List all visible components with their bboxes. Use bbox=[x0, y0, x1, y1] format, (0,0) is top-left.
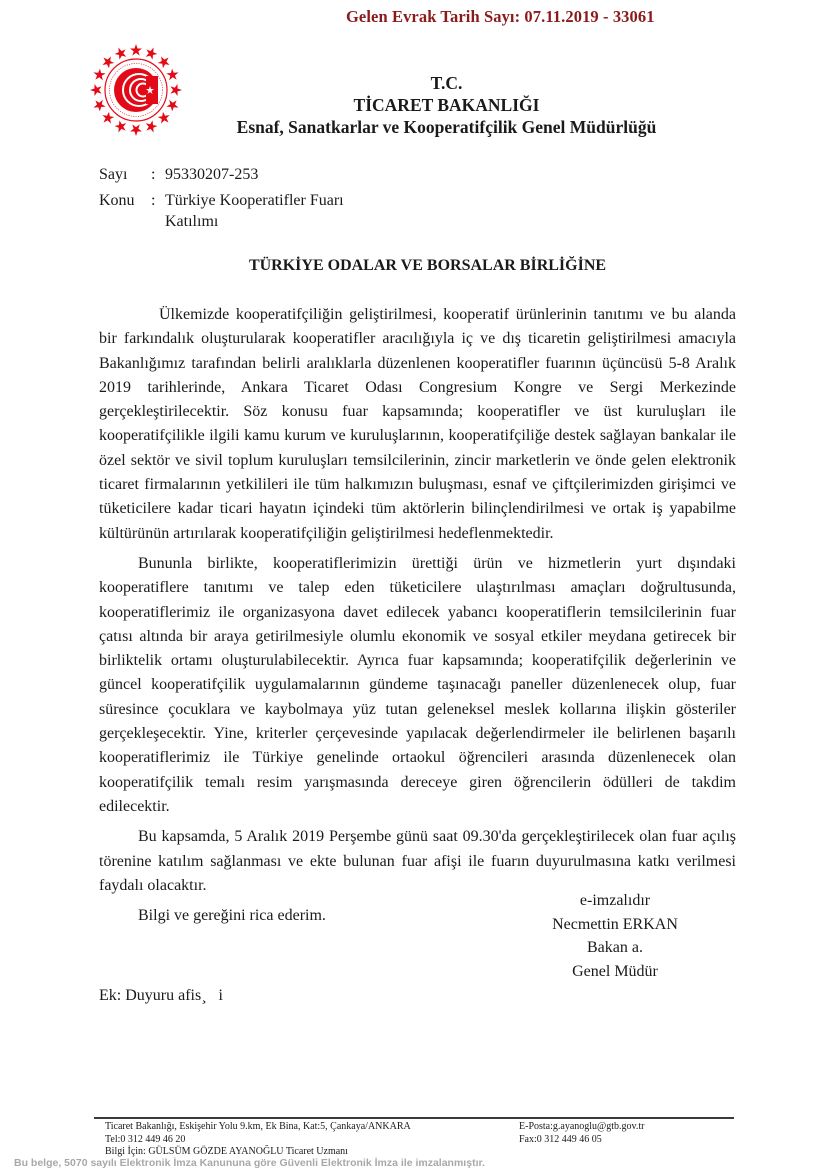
signer-on-behalf: Bakan a. bbox=[587, 939, 643, 956]
footer-email[interactable]: E-Posta:g.ayanoglu@gtb.gov.tr bbox=[519, 1121, 645, 1132]
incoming-document-stamp: Gelen Evrak Tarih Sayı: 07.11.2019 - 33061 bbox=[346, 7, 655, 26]
subject-row bbox=[99, 190, 445, 232]
footer-divider bbox=[94, 1117, 734, 1119]
addressee: TÜRKİYE ODALAR VE BORSALAR BİRLİĞİNE bbox=[248, 257, 607, 274]
state-abbreviation: T.C. bbox=[430, 73, 463, 93]
footer-phone: Tel:0 312 449 46 20 bbox=[105, 1133, 186, 1145]
e-signed-status: e-imzalıdır bbox=[579, 892, 651, 909]
number-row bbox=[99, 164, 445, 185]
signer-name: Necmettin ERKAN bbox=[552, 915, 678, 933]
body-paragraph: Ülkemizde kooperatifçiliğin geliştirilmesi, kooperatif ürünlerinin tanıtımı ve bu alanda bir farkındalık oluşturularak kooperatifler aracılığıyla iç ve dış ticaretin geliştirilmesi amacıyla Bakanlığımız tarafından belirli aralıklarla düzenlenen kooperatifler fuarının üçüncüsü 5-8 Aralık 2019 tarihlerinde, Ankara Ticaret Odası Congresium Kongre ve Sergi Merkezinde gerçekleştirilecektir. Söz konusu fuar kapsamında; kooperatifler ve üst kuruluşları ile kooperatifçilikle ilgili kamu kurum ve kuruluşlarının, kooperatifçiliğe destek sağlayan bankalar ile özel sektör ve sivil toplum kuruluşları temsilcilerinin, zincir marketlerin ve önde gelen elektronik ticaret firmalarının yetkilileri ile tüm halkımızın buluşması, esnaf ve çiftçilerimizden girişimci ve tüketicilere kadar ticari hayatın içindeki tüm aktörlerin bilinçlendirilmesi ve ortak iş yapabilme kültürünün artırılarak kooperatifçiliğin geliştirilmesi hedeflenmektedir. bbox=[99, 306, 736, 542]
footer-contact-right bbox=[519, 1121, 645, 1146]
body-paragraph: Bununla birlikte, kooperatiflerimizin ürettiği ürün ve hizmetlerin yurt dışındaki kooperatiflere tanıtımı ve talep eden tüketicilere ulaştırılması amaçları doğrultusunda, kooperatiflerimiz ile organizasyona davet edilecek yabancı kooperatiflerin temsilcilerinin fuar çatısı altında bir araya getirilmesiyle olumlu ekonomik ve sosyal etkiler meydana getirecek bir birliktelik ortamı oluşturulabilecektir. Ayrıca fuar kapsamında; kooperatifçilik değerlerinin ve güncel kooperatifçilik uygulamalarının gündeme taşınacağı paneller düzenlenecek olup, fuar süresince çocuklara ve kaybolmaya yüz tutan geleneksel meslek kollarına ilişkin gösteriler gerçekleşecektir. Yine, kriterler çerçevesinde yapılacak değerlendirmeler ile belirlenen başarılı kooperatiflerimiz ile Türkiye genelinde ortaokul öğrencileri arasında düzenlenecek olan kooperatifçilik temalı resim yarışmasında dereceye giren öğrencilerin ödülleri de takdim edilecektir. bbox=[99, 554, 736, 815]
attachment-note: Ek: Duyuru afis¸ i bbox=[99, 987, 223, 1004]
separator: : bbox=[151, 166, 156, 183]
e-signature-legal-notice: Bu belge, 5070 sayılı Elektronik İmza Kanununa göre Güvenli Elektronik İmza ile imzalanmıştır. bbox=[14, 1157, 485, 1169]
document-meta bbox=[99, 164, 445, 232]
signer-title: Genel Müdür bbox=[572, 962, 658, 980]
ministry-name: TİCARET BAKANLIĞI bbox=[353, 95, 540, 115]
separator: : bbox=[151, 192, 156, 209]
closing-line: Bilgi ve gereğini rica ederim. bbox=[138, 907, 326, 925]
footer-address: Ticaret Bakanlığı, Eskişehir Yolu 9.km, Ek Bina, Kat:5, Çankaya/ANKARA bbox=[105, 1121, 411, 1132]
letter-body bbox=[99, 303, 736, 934]
footer-info-contact: Bilgi İçin: GÜLSÜM GÖZDE AYANOĞLU Ticaret Uzmanı bbox=[105, 1146, 348, 1158]
subject-value: Türkiye Kooperatifler Fuarı Katılımı bbox=[165, 192, 344, 230]
letterhead bbox=[0, 72, 835, 138]
number-label: Sayı bbox=[99, 166, 128, 183]
number-value: 95330207-253 bbox=[165, 166, 259, 183]
directorate-name: Esnaf, Sanatkarlar ve Kooperatifçilik Genel Müdürlüğü bbox=[236, 117, 657, 137]
footer-fax: Fax:0 312 449 46 05 bbox=[519, 1133, 602, 1145]
signature-block bbox=[515, 889, 715, 983]
body-paragraph: Bu kapsamda, 5 Aralık 2019 Perşembe günü saat 09.30'da gerçekleştirilecek olan fuar açılış törenine katılım sağlanması ve ekte bulunan fuar afişi ile fuarın duyurulmasına katkı verilmesi faydalı olacaktır. bbox=[99, 828, 736, 894]
footer-contact-left bbox=[105, 1121, 411, 1159]
subject-label: Konu bbox=[99, 192, 135, 209]
